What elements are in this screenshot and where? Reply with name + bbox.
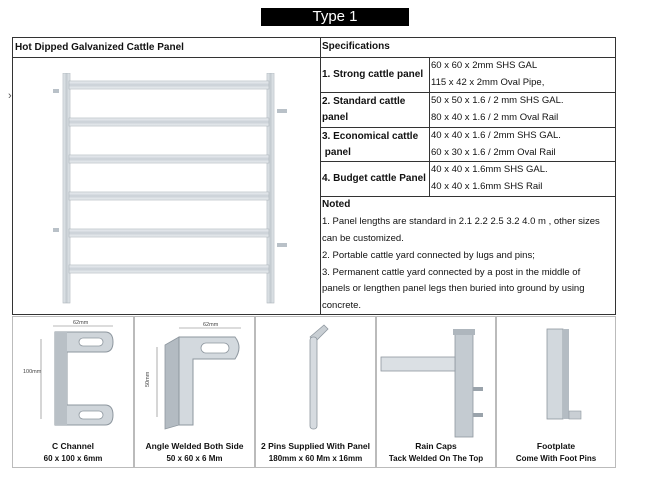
footplate-spec: Come With Foot Pins [515,454,597,463]
part-rain-caps [376,316,496,468]
pins-title: 2 Pins Supplied With Panel [260,441,371,451]
noted-line-3: 2. Portable cattle yard connected by lugs and pins; [322,250,535,261]
angle-dim-top: 62mm [203,322,219,328]
part-footplate [496,316,616,468]
pin-image [256,317,376,439]
stray-chevron-icon: › [8,90,12,102]
angle-image [135,317,255,439]
noted-title: Noted [322,199,351,210]
c-channel-image [13,317,133,439]
noted-line-5: panels or lengthen panel legs then buried into ground by using [322,283,585,294]
noted-line-2: can be customized. [322,233,404,244]
row-4-name: 4. Budget cattle Panel [322,173,426,184]
row-1-value-2: 115 x 42 x 2mm Oval Pipe, [431,77,545,88]
spec-header: Specifications [322,41,390,52]
row-3-name-2: panel [322,147,351,158]
row-4-value-1: 40 x 40 x 1.6mm SHS GAL. [431,164,548,175]
pins-spec: 180mm x 60 Mm x 16mm [268,454,363,463]
noted-line-4: 3. Permanent cattle yard connected by a post in the middle of [322,267,581,278]
row-3-value-1: 40 x 40 x 1.6 / 2mm SHS GAL. [431,130,561,141]
angle-dim-side: 50mm [145,371,151,387]
c-channel-dim-side: 100mm [23,369,42,375]
row-2-value-2: 80 x 40 x 1.6 / 2 mm Oval Rail [431,112,559,123]
footplate-image [497,317,617,439]
part-angle [134,316,255,468]
footplate-title: Footplate [536,441,576,451]
noted-line-6: concrete. [322,300,362,311]
spec-table [12,37,616,315]
noted-line-1: 1. Panel lengths are standard in 2.1 2.2 2.5 3.2 4.0 m , other sizes [322,216,600,227]
row-2-name-1: 2. Standard cattle [322,96,406,107]
row-2-name-2: panel [322,112,349,123]
parts-strip [12,316,616,468]
part-pins [255,316,376,468]
row-3-name-1: 3. Economical cattle [322,131,419,142]
row-2-value-1: 50 x 50 x 1.6 / 2 mm SHS GAL. [431,95,564,106]
angle-title: Angle Welded Both Side [145,441,244,451]
row-4-value-2: 40 x 40 x 1.6mm SHS Rail [431,181,543,192]
rain-cap-image [377,317,497,439]
row-1-value-1: 60 x 60 x 2mm SHS GAL [431,60,538,71]
type-banner: Type 1 [261,8,409,26]
rain-caps-spec: Tack Welded On The Top [388,454,484,463]
row-1-name: 1. Strong cattle panel [322,69,424,80]
part-c-channel [12,316,134,468]
product-title: Hot Dipped Galvanized Cattle Panel [15,42,184,53]
rain-caps-title: Rain Caps [415,441,457,451]
cattle-panel-image [49,73,289,305]
c-channel-title: C Channel [51,441,95,451]
row-3-value-2: 60 x 30 x 1.6 / 2mm Oval Rail [431,147,556,158]
c-channel-spec: 60 x 100 x 6mm [43,454,103,463]
angle-spec: 50 x 60 x 6 Mm [166,454,223,463]
c-channel-dim-top: 62mm [73,320,89,326]
